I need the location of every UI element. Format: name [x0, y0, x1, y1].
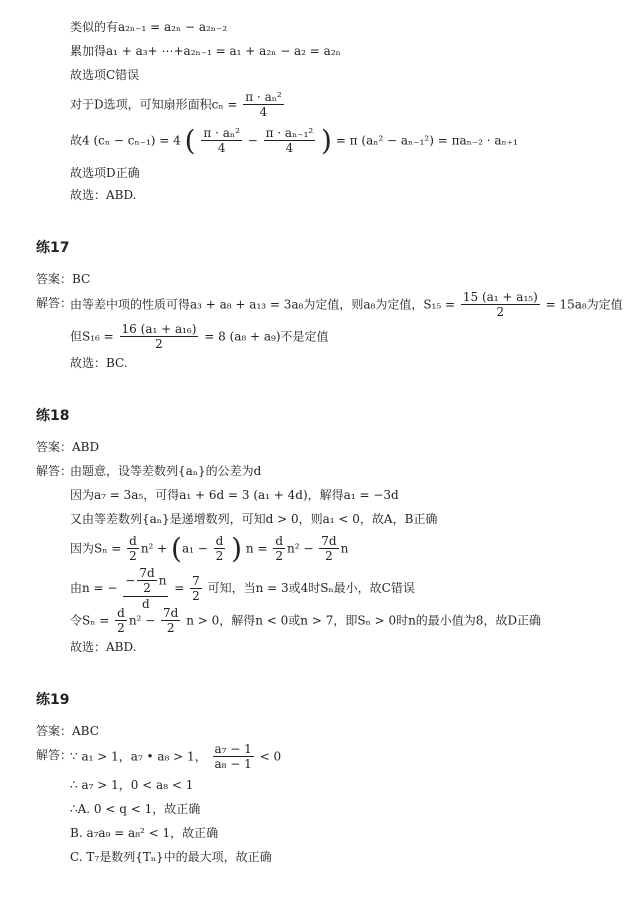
formula-line: 故4 (cₙ − cₙ₋₁) = 4 ( $\frac{\text{π · aₙ²}}{4}$ − $\frac{\text{π · aₙ₋₁²}}{4}$ ) = π (aₙ² − aₙ₋₁²) = πaₙ₋₂ · aₙ₊₁	[70, 124, 518, 157]
fraction: $\frac{\text{16 (a₁ + a₁₆)}}{2}$	[121, 322, 197, 352]
fraction: $\frac{7d}{2}$	[321, 533, 337, 564]
fraction: $\frac{7d}{2}$	[163, 606, 179, 636]
fraction: $\frac{\text{π · aₙ₋₁²}}{4}$	[265, 125, 314, 156]
formula-line: 由n = − − $\frac{7d}{2}$ n d = $\frac{7}{2}$ 可知，当n = 3或4时Sₙ最小，故C错误	[70, 566, 415, 611]
solution-label: 解答：	[36, 296, 73, 310]
text-line: 类似的有a₂ₙ₋₁ = a₂ₙ − a₂ₙ₋₂	[70, 20, 228, 34]
answer-line: 答案：ABC	[36, 724, 99, 738]
text-line: 累加得a₁ + a₃+ ⋯+a₂ₙ₋₁ = a₁ + a₂ₙ − a₂ = a₂ₙ	[70, 44, 341, 58]
fraction: $\frac{7}{2}$	[192, 573, 200, 604]
solution-label: 解答：	[36, 464, 73, 478]
text-line: 又由等差数列{aₙ}是递增数列，可知d > 0，则a₁ < 0，故A，B正确	[70, 512, 438, 526]
fraction: $\frac{\text{π · aₙ²}}{4}$	[203, 125, 240, 156]
section-title: 练17	[36, 240, 70, 256]
fraction: $\frac{\text{π · aₙ²}}{4}$	[245, 90, 282, 120]
fraction: − $\frac{7d}{2}$ n d	[125, 566, 167, 611]
formula-line: 对于D选项，可知扇形面积cₙ = $\frac{\text{π · aₙ²}}{4}$	[70, 90, 282, 120]
answer-line: 答案：ABD	[36, 440, 100, 454]
text-line: ∴ a₇ > 1，0 < a₈ < 1	[70, 778, 194, 792]
solution-label: 解答：	[36, 748, 73, 762]
answer-line: 答案：BC	[36, 272, 91, 286]
fraction: $\frac{\text{a₇ − 1}}{\text{a₈ − 1}}$	[214, 742, 252, 772]
text-line: 故选项C错误	[70, 68, 140, 82]
text-line: C. T₇是数列{Tₙ}中的最大项，故正确	[70, 850, 272, 864]
text-line: 由题意，设等差数列{aₙ}的公差为d	[70, 464, 262, 478]
fraction: $\frac{d}{2}$	[129, 533, 137, 564]
formula-line: 由等差中项的性质可得a₃ + a₈ + a₁₃ = 3a₈为定值，则a₈为定值，S₁₅ = $\frac{\text{15 (a₁ + a₁₅)}}{2}$ = 15a₈为定值	[70, 290, 623, 320]
section-title: 练18	[36, 408, 70, 424]
text-line: B. a₇a₉ = a₈² < 1，故正确	[70, 826, 219, 840]
fraction: $\frac{d}{2}$	[215, 533, 224, 564]
fraction: $\frac{d}{2}$	[117, 606, 125, 636]
section-title: 练19	[36, 692, 70, 708]
fraction: $\frac{\text{15 (a₁ + a₁₅)}}{2}$	[462, 290, 538, 320]
text-line: 故选：ABD.	[70, 640, 137, 654]
text-line: 故选：ABD.	[70, 188, 137, 202]
text-line: 故选项D正确	[70, 166, 140, 180]
formula-line: 因为Sₙ = $\frac{d}{2}$ n² + (a₁ − $\frac{d}{2}$ ) n = $\frac{d}{2}$ n² − $\frac{7d}{2}$ n	[70, 532, 349, 565]
formula-line: ∵ a₁ > 1，a₇ • a₈ > 1， $\frac{\text{a₇ − 1}}{\text{a₈ − 1}}$ < 0	[70, 742, 282, 772]
formula-line: 但S₁₆ = $\frac{\text{16 (a₁ + a₁₆)}}{2}$ = 8 (a₈ + a₉)不是定值	[70, 322, 329, 352]
fraction: $\frac{d}{2}$	[275, 533, 284, 564]
text-line: 因为a₇ = 3a₅，可得a₁ + 6d = 3 (a₁ + 4d)，解得a₁ = −3d	[70, 488, 399, 502]
text-line: ∴A. 0 < q < 1，故正确	[70, 802, 201, 816]
formula-line: 令Sₙ = $\frac{d}{2}$ n² − $\frac{7d}{2}$ n > 0，解得n < 0或n > 7，即Sₙ > 0时n的最小值为8，故D正确	[70, 606, 542, 636]
text-line: 故选：BC.	[70, 356, 128, 370]
